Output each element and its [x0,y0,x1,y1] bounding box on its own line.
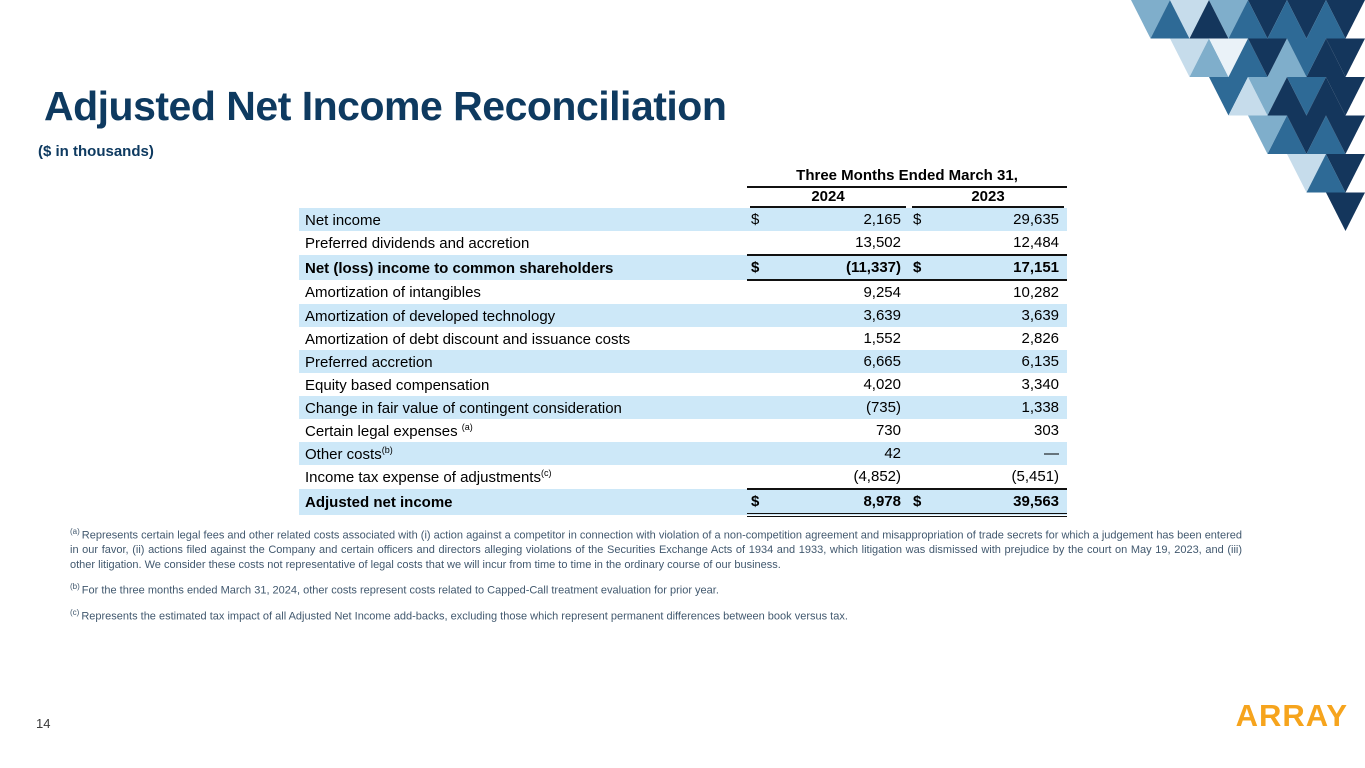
row-label [299,350,747,373]
table-row [299,327,1067,350]
row-label [299,373,747,396]
row-dollar-2024 [747,280,769,304]
table-row [299,373,1067,396]
row-label-text: Amortization of intangibles [305,284,481,301]
row-dollar-2024 [747,373,769,396]
row-label [299,255,747,280]
footnote-c-text: Represents the estimated tax impact of all Adjusted Net Income add-backs, excluding those which represent permanent differences between book versus tax. [81,611,848,624]
row-label-text: Certain legal expenses [305,422,462,440]
table-row [299,280,1067,304]
row-dollar-2023 [909,465,931,489]
row-dollar-2023 [909,327,931,350]
row-label [299,465,747,489]
row-dollar-2023 [909,396,931,419]
row-label-text: Other costs [305,445,382,463]
row-label [299,327,747,350]
row-value-2024: 2,165 [769,208,909,231]
header-spacer [299,163,747,187]
row-label [299,231,747,255]
row-value-2024: 4,020 [863,376,901,393]
row-value-2023: 1,338 [931,396,1067,419]
row-value-2023: (5,451) [1011,468,1060,485]
row-dollar-2023: $ [909,489,931,515]
row-dollar-2023 [909,350,931,373]
row-dollar-2023 [909,231,931,255]
table-row [299,255,1067,280]
array-logo: ARRAY [1235,698,1348,733]
row-label [299,396,747,419]
row-dollar-2023 [909,419,931,442]
row-value-2023: — [931,442,1067,465]
row-value-2024: 1,552 [863,330,901,347]
reconciliation-table [299,163,1067,517]
row-dollar-2024: $ [747,255,769,280]
row-dollar-2024 [747,231,769,255]
table-row [299,208,1067,231]
row-dollar-2023 [909,280,931,304]
row-value-2024: 9,254 [863,284,901,301]
row-dollar-2024 [747,396,769,419]
page-number: 14 [36,716,51,731]
column-header-2023: 2023 [909,187,1067,208]
period-header: Three Months Ended March 31, [747,163,1067,187]
row-label [299,280,747,304]
row-label-text: Income tax expense of adjustments [305,469,541,486]
footnote-a-text: Represents certain legal fees and other related costs associated with (i) action against a competitor in connection with violation of a non-competition agreement and misappropriation of trade secrets for which a judgement has been entered in our favor, (ii) actions filed against the Company and certain officers and directors alleging violations of the Securities Exchange Acts of 1934 and 1933, which litigation was dismissed with prejudice by the court on May 19, 2023, and (iii) other litigation. We consider these costs not representative of legal costs that we will incur from time to time in the ordinary course of our business. [70,529,1242,571]
row-value-2023: 10,282 [1013,284,1060,301]
table-row [299,419,1067,442]
row-label [299,442,747,465]
units-note: ($ in thousands) [38,143,154,160]
row-value-2024: (11,337) [769,255,909,280]
table-row [299,231,1067,255]
row-label [299,419,747,442]
row-label-sup: (a) [461,421,473,432]
row-value-2023: 29,635 [931,208,1067,231]
footnote-c [70,608,1242,624]
triangle-mosaic [1131,0,1365,231]
row-dollar-2024: $ [747,208,769,231]
row-label-text: Equity based compensation [305,376,490,394]
row-value-2023: 303 [1034,422,1060,439]
table-row [299,396,1067,419]
row-value-2023: 39,563 [931,489,1067,515]
column-header-2024: 2024 [747,187,909,208]
row-dollar-2023 [909,442,931,465]
row-value-2024: 8,978 [769,489,909,515]
row-dollar-2023 [909,373,931,396]
row-dollar-2024 [747,442,769,465]
table-row [299,465,1067,489]
row-value-2024: 730 [875,422,901,439]
row-dollar-2023 [909,304,931,327]
row-value-2023: 3,340 [1021,376,1060,393]
row-label-text: Adjusted net income [305,494,453,511]
row-dollar-2024 [747,304,769,327]
row-label-text: Amortization of developed technology [305,307,556,325]
row-label-text: Preferred accretion [305,353,433,371]
row-label-sup: (b) [381,444,393,455]
footnotes [70,527,1242,635]
footnote-b [70,582,1242,598]
footnote-c-marker: (c) [70,608,80,618]
row-label-sup: (c) [540,468,552,478]
row-value-2024: 13,502 [855,234,901,251]
row-value-2023: 17,151 [931,255,1067,280]
table-row [299,489,1067,515]
table-row [299,442,1067,465]
table-body [299,208,1067,515]
row-dollar-2023: $ [909,255,931,280]
page-title: Adjusted Net Income Reconciliation [44,83,727,129]
row-value-2024: (4,852) [853,468,901,485]
row-label-text: Preferred dividends and accretion [305,235,530,252]
row-label [299,208,747,231]
row-label [299,489,747,515]
row-value-2024: 42 [769,442,909,465]
table-row [299,304,1067,327]
row-dollar-2023: $ [909,208,931,231]
row-label-text: Net (loss) income to common shareholders [305,259,614,277]
row-label [299,304,747,327]
row-label-text: Net income [305,211,381,229]
reconciliation-table-wrap [299,163,1067,517]
row-value-2023: 6,135 [931,350,1067,373]
footnote-b-marker: (b) [70,582,80,592]
footnote-a-marker: (a) [70,527,80,536]
row-label-text: Change in fair value of contingent consideration [305,399,622,417]
period-header-row [299,163,1067,187]
year-header-row [299,187,1067,208]
row-value-2023: 3,639 [931,304,1067,327]
row-dollar-2024 [747,419,769,442]
row-value-2023: 12,484 [1013,234,1060,251]
row-dollar-2024 [747,327,769,350]
footnote-a [70,527,1242,572]
row-label-text: Amortization of debt discount and issuance costs [305,330,631,348]
row-dollar-2024 [747,465,769,489]
row-value-2024: 6,665 [769,350,909,373]
footnote-b-text: For the three months ended March 31, 2024, other costs represent costs related to Capped-Call treatment evaluation for prior year. [81,584,719,597]
table-row [299,350,1067,373]
row-value-2023: 2,826 [1021,330,1060,347]
header-spacer [299,187,747,208]
row-dollar-2024 [747,350,769,373]
row-value-2024: 3,639 [769,304,909,327]
row-value-2024: (735) [769,396,909,419]
row-dollar-2024: $ [747,489,769,515]
